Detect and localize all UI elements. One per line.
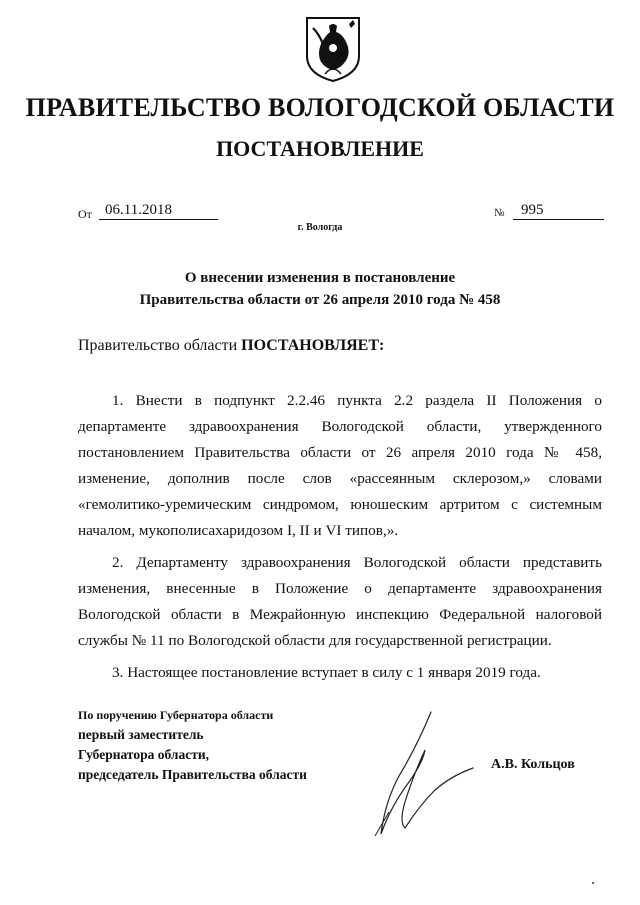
city-name: г. Вологда bbox=[297, 222, 343, 233]
organization-title: ПРАВИТЕЛЬСТВО ВОЛОГОДСКОЙ ОБЛАСТИ bbox=[25, 93, 615, 122]
preamble-text: Правительство области bbox=[78, 337, 238, 354]
coat-of-arms-icon bbox=[303, 14, 363, 84]
subject-line-1: О внесении изменения в постановление bbox=[184, 270, 456, 286]
signatory-line-4: председатель Правительства области bbox=[78, 767, 307, 782]
signatory-line-1: По поручению Губернатора области bbox=[78, 708, 274, 722]
signatory-name: А.В. Кольцов bbox=[491, 757, 575, 772]
paragraph-2: 2. Департаменту здравоохранения Вологодской области представить изменения, внесенные в Положение о департаменте здравоохранения Вологодской области в Межрайонную инспекцию Федеральной налоговой службы № 11 по Вологодской области для государственной регистрации. bbox=[78, 554, 602, 649]
scan-speck bbox=[592, 882, 594, 884]
date-label: От bbox=[78, 207, 92, 221]
signatory-line-2: первый заместитель bbox=[78, 727, 204, 742]
subject-line-2: Правительства области от 26 апреля 2010 года № 458 bbox=[139, 292, 501, 308]
signatory-title bbox=[78, 705, 307, 785]
document-date: 06.11.2018 bbox=[99, 202, 218, 220]
preamble bbox=[78, 337, 384, 355]
paragraph-3: 3. Настоящее постановление вступает в силу с 1 января 2019 года. bbox=[112, 664, 541, 681]
document-type: ПОСТАНОВЛЕНИЕ bbox=[216, 136, 424, 161]
document-body bbox=[78, 388, 602, 686]
handwritten-signature bbox=[365, 706, 480, 846]
document-subject bbox=[0, 267, 640, 311]
preamble-emphasis: ПОСТАНОВЛЯЕТ: bbox=[241, 337, 385, 354]
paragraph-1: 1. Внести в подпункт 2.2.46 пункта 2.2 раздела II Положения о департаменте здравоохранения Вологодской области, утвержденного постановлением Правительства области от 26 апреля 2010 года № 458, изменение, дополнив после слов «рассеянным склерозом,» словами «гемолитико-уремическим синдромом, юношеским артритом с системным началом, мукополисахаридозом I, II и VI типов,». bbox=[78, 392, 602, 539]
signatory-line-3: Губернатора области, bbox=[78, 747, 209, 762]
document-number: 995 bbox=[513, 202, 604, 220]
number-label: № bbox=[494, 207, 505, 219]
